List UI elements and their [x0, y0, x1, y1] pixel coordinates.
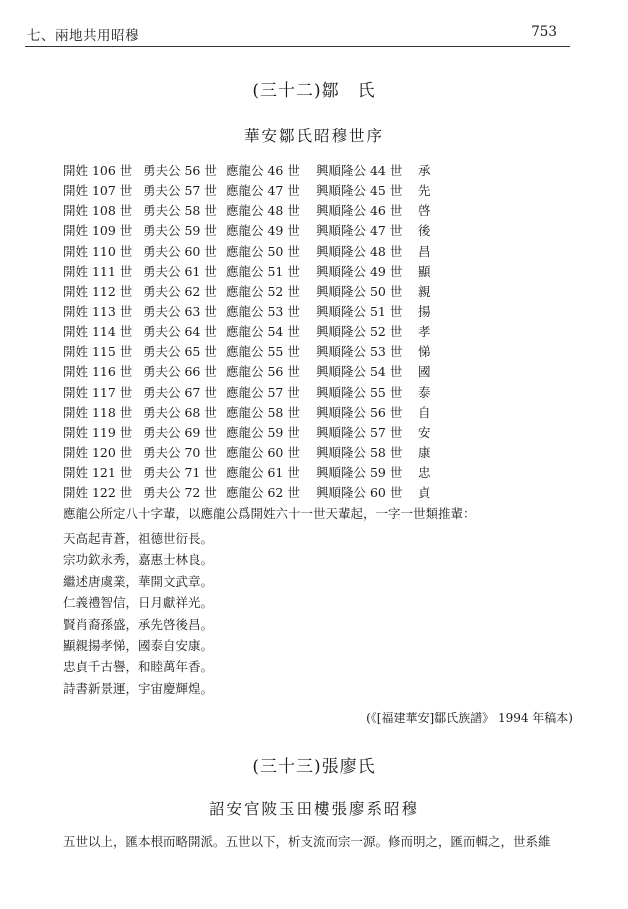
generation-cell: 開姓 111 世: [63, 263, 133, 279]
generation-character: 孝: [418, 324, 431, 340]
generation-cell: 勇夫公 67 世: [143, 384, 217, 400]
poem-line: 詩書新景運，宇宙慶輝煌。: [63, 680, 214, 696]
naming-note: 應龍公所定八十字輩，以應龍公爲開姓六十一世天輩起，一字一世類推輩：: [63, 506, 476, 521]
generation-cell: 興順隆公 60 世: [316, 485, 403, 501]
generation-row: [63, 422, 438, 442]
generation-poem: [63, 528, 213, 699]
generation-row: [63, 361, 438, 381]
poem-line: 仁義禮智信，日月獻祥光。: [63, 595, 214, 611]
generation-cell: 勇夫公 63 世: [143, 304, 217, 320]
generation-row: [63, 482, 438, 502]
generation-cell: 開姓 116 世: [63, 364, 133, 380]
page-number: 753: [531, 24, 557, 40]
generation-cell: 開姓 109 世: [63, 223, 133, 239]
generation-row: [63, 321, 438, 341]
generation-cell: 勇夫公 57 世: [143, 183, 217, 199]
generation-character: 啓: [418, 203, 431, 219]
generation-cell: 勇夫公 71 世: [143, 465, 217, 481]
generation-character: 忠: [418, 465, 431, 481]
generation-character: 親: [418, 283, 431, 299]
generation-cell: 開姓 110 世: [63, 243, 133, 259]
generation-cell: 興順隆公 44 世: [316, 163, 403, 179]
generation-cell: 應龍公 57 世: [226, 384, 300, 400]
generation-cell: 興順隆公 47 世: [316, 223, 403, 239]
generation-cell: 應龍公 53 世: [226, 304, 300, 320]
generation-character: 安: [418, 424, 431, 440]
generation-cell: 應龍公 47 世: [226, 183, 300, 199]
generation-row: [63, 402, 438, 422]
generation-cell: 應龍公 60 世: [226, 445, 300, 461]
generation-character: 先: [418, 183, 431, 199]
generation-cell: 開姓 117 世: [63, 384, 133, 400]
generation-cell: 興順隆公 56 世: [316, 404, 403, 420]
generation-cell: 開姓 118 世: [63, 404, 133, 420]
generation-row: [63, 462, 438, 482]
poem-line: 繼述唐虞業，華開文武章。: [63, 573, 214, 589]
generation-cell: 勇夫公 69 世: [143, 424, 217, 440]
generation-character: 顯: [418, 263, 431, 279]
generation-cell: 開姓 121 世: [63, 465, 133, 481]
generation-character: 悌: [418, 344, 431, 360]
generation-cell: 興順隆公 58 世: [316, 445, 403, 461]
generation-character: 國: [418, 364, 431, 380]
generation-cell: 應龍公 61 世: [226, 465, 300, 481]
generation-cell: 開姓 120 世: [63, 445, 133, 461]
body-paragraph: 五世以上，匯本根而略開派。五世以下，析支流而宗一源。修而明之，匯而輯之，世系維: [63, 834, 551, 849]
generation-cell: 興順隆公 48 世: [316, 243, 403, 259]
generation-cell: 應龍公 50 世: [226, 243, 300, 259]
generation-cell: 開姓 112 世: [63, 283, 133, 299]
generation-cell: 勇夫公 60 世: [143, 243, 217, 259]
section-subtitle-zou: 華安鄒氏昭穆世序: [243, 127, 384, 145]
generation-cell: 興順隆公 50 世: [316, 283, 403, 299]
header-rule: [25, 46, 570, 47]
generation-cell: 開姓 107 世: [63, 183, 133, 199]
section-title-zhangliao: (三十三)張廖氏: [252, 757, 376, 777]
generation-table: [63, 160, 438, 502]
section-header: 七、兩地共用昭穆: [27, 28, 139, 44]
generation-cell: 應龍公 59 世: [226, 424, 300, 440]
generation-cell: 勇夫公 56 世: [143, 163, 217, 179]
generation-cell: 應龍公 56 世: [226, 364, 300, 380]
section-subtitle-zhangliao: 詔安官陂玉田樓張廖系昭穆: [208, 800, 419, 818]
source-citation: (《[福建華安]鄒氏族譜》 1994 年稿本): [366, 711, 573, 725]
generation-cell: 應龍公 52 世: [226, 283, 300, 299]
generation-cell: 勇夫公 62 世: [143, 283, 217, 299]
generation-cell: 開姓 108 世: [63, 203, 133, 219]
poem-line: 顯親揚孝悌，國泰自安康。: [63, 637, 214, 653]
generation-cell: 開姓 113 世: [63, 304, 133, 320]
generation-row: [63, 301, 438, 321]
generation-cell: 興順隆公 49 世: [316, 263, 403, 279]
generation-cell: 勇夫公 65 世: [143, 344, 217, 360]
generation-cell: 勇夫公 66 世: [143, 364, 217, 380]
generation-row: [63, 220, 438, 240]
generation-character: 泰: [418, 384, 431, 400]
generation-cell: 應龍公 58 世: [226, 404, 300, 420]
generation-cell: 興順隆公 52 世: [316, 324, 403, 340]
generation-character: 昌: [418, 243, 431, 259]
generation-cell: 應龍公 48 世: [226, 203, 300, 219]
generation-cell: 興順隆公 55 世: [316, 384, 403, 400]
generation-cell: 勇夫公 68 世: [143, 404, 217, 420]
generation-cell: 勇夫公 64 世: [143, 324, 217, 340]
generation-cell: 應龍公 51 世: [226, 263, 300, 279]
poem-line: 宗功欽永秀，嘉惠士林良。: [63, 552, 214, 568]
generation-row: [63, 341, 438, 361]
poem-line: 賢肖裔孫盛，承先啓後昌。: [63, 616, 214, 632]
generation-cell: 興順隆公 57 世: [316, 424, 403, 440]
running-header: [27, 24, 557, 44]
generation-character: 後: [418, 223, 431, 239]
generation-character: 承: [418, 163, 431, 179]
generation-cell: 應龍公 49 世: [226, 223, 300, 239]
generation-cell: 興順隆公 54 世: [316, 364, 403, 380]
generation-row: [63, 382, 438, 402]
generation-row: [63, 281, 438, 301]
generation-cell: 興順隆公 45 世: [316, 183, 403, 199]
generation-cell: 開姓 106 世: [63, 163, 133, 179]
generation-cell: 興順隆公 53 世: [316, 344, 403, 360]
generation-cell: 興順隆公 46 世: [316, 203, 403, 219]
generation-row: [63, 180, 438, 200]
generation-cell: 勇夫公 58 世: [143, 203, 217, 219]
generation-cell: 開姓 115 世: [63, 344, 133, 360]
generation-cell: 興順隆公 59 世: [316, 465, 403, 481]
generation-cell: 勇夫公 59 世: [143, 223, 217, 239]
generation-cell: 應龍公 55 世: [226, 344, 300, 360]
generation-cell: 開姓 122 世: [63, 485, 133, 501]
section-title-zou: (三十二)鄒 氏: [252, 81, 376, 101]
generation-cell: 開姓 114 世: [63, 324, 133, 340]
generation-character: 揚: [418, 304, 431, 320]
poem-line: 忠貞千古譽，和睦萬年香。: [63, 659, 214, 675]
generation-cell: 興順隆公 51 世: [316, 304, 403, 320]
generation-cell: 應龍公 62 世: [226, 485, 300, 501]
generation-cell: 應龍公 54 世: [226, 324, 300, 340]
generation-row: [63, 200, 438, 220]
generation-row: [63, 261, 438, 281]
generation-row: [63, 442, 438, 462]
generation-cell: 開姓 119 世: [63, 424, 133, 440]
generation-cell: 勇夫公 72 世: [143, 485, 217, 501]
generation-character: 貞: [418, 485, 431, 501]
generation-cell: 勇夫公 61 世: [143, 263, 217, 279]
generation-character: 康: [418, 445, 431, 461]
poem-line: 天高起青蒼，祖德世衍長。: [63, 531, 214, 546]
generation-row: [63, 241, 438, 261]
generation-character: 自: [418, 404, 431, 420]
generation-row: [63, 160, 438, 180]
generation-cell: 應龍公 46 世: [226, 163, 300, 179]
generation-cell: 勇夫公 70 世: [143, 445, 217, 461]
